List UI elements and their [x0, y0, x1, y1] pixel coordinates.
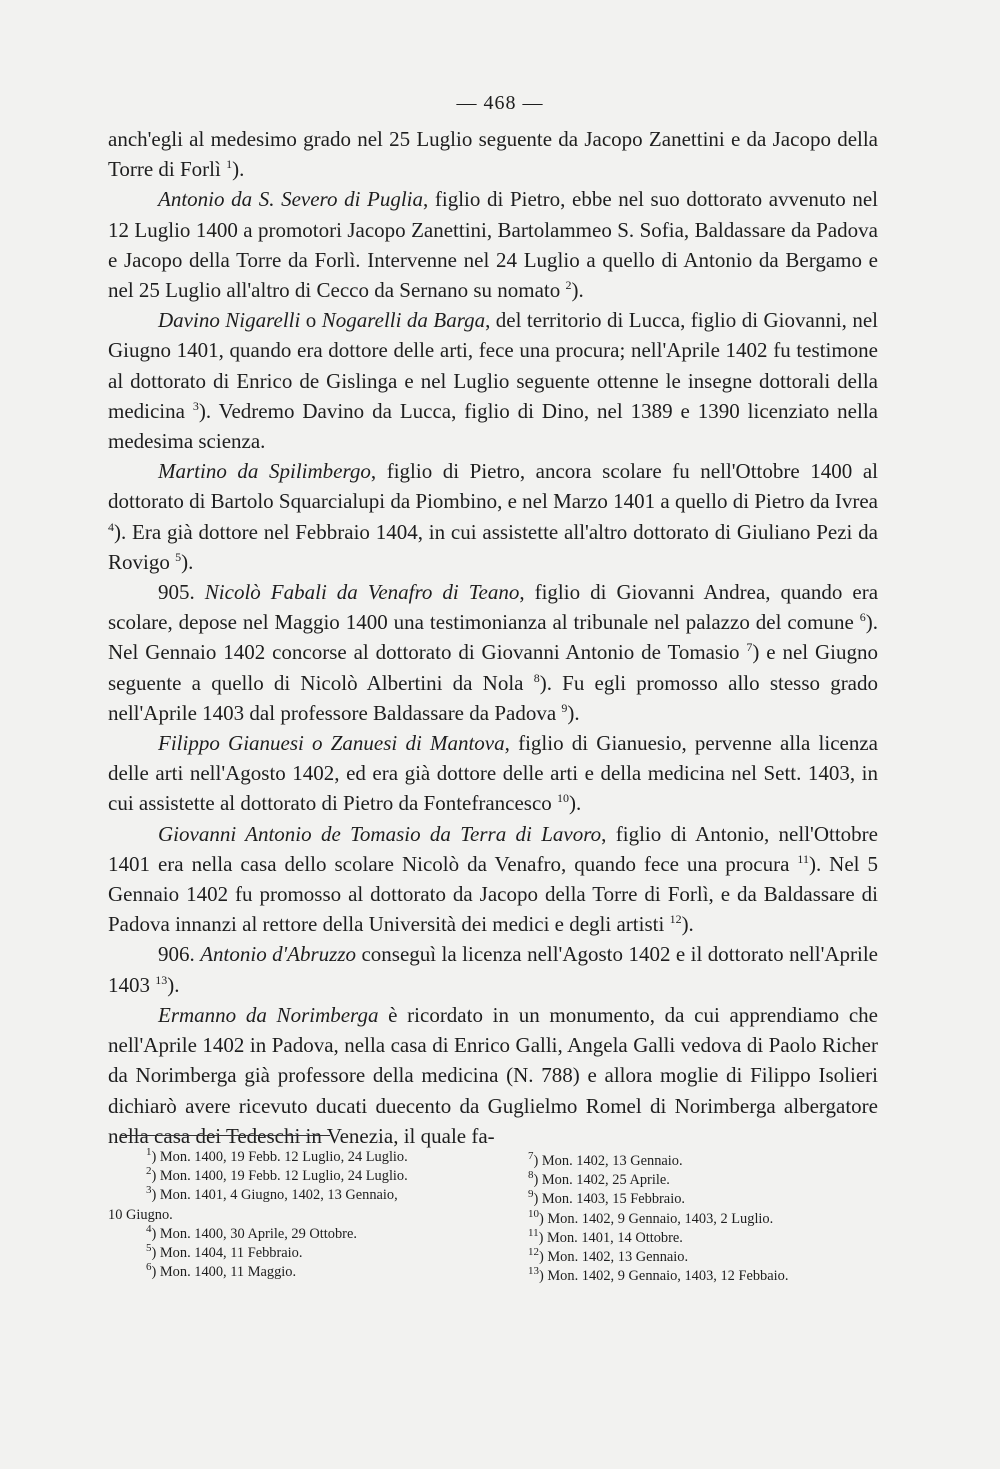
- footnote: $^3$) Mon. 1401, 4 Giugno, 1402, 13 Gennaio,: [146, 1184, 398, 1204]
- footnote-mark: 1: [146, 1146, 152, 1159]
- body-text: [108, 124, 878, 1151]
- footnote: $^{11}$) Mon. 1401, 14 Ottobre.: [528, 1227, 683, 1246]
- footnote-text: Mon. 1402, 9 Gennaio, 1403, 2 Luglio.: [547, 1210, 774, 1227]
- footnote: $^{13}$) Mon. 1402, 9 Gennaio, 1403, 12 Febbaio.: [528, 1265, 789, 1285]
- footnote-text: Mon. 1402, 9 Gennaio, 1403, 12 Febbaio.: [547, 1268, 789, 1285]
- footnote: $^6$) Mon. 1400, 11 Maggio.: [146, 1261, 297, 1281]
- footnote-mark: 4: [146, 1223, 152, 1236]
- footnotes-right: [528, 1152, 898, 1286]
- footnote-mark: 8: [528, 1169, 534, 1182]
- footnote: $^1$) Mon. 1400, 19 Febb. 12 Luglio, 24 Luglio.: [146, 1146, 408, 1165]
- footnote-text: Mon. 1400, 19 Febb. 12 Luglio, 24 Luglio.: [159, 1168, 408, 1185]
- footnote-text: Mon. 1400, 19 Febb. 12 Luglio, 24 Luglio.: [159, 1149, 408, 1165]
- paragraph: Ermanno da Norimberga è ricordato in un monumento, da cui apprendiamo che nell'Aprile 1402 in Padova, nella casa di Enrico Galli, Angela Galli vedova di Paolo Richer da Norimberga già professore della medicina (N. 788) e allora moglie di Filippo Isolieri dichiarò avere ricevuto ducati duecento da Guglielmo Romel di Norimberga albergatore nella casa dei Tedeschi in Venezia, il quale fa-: [108, 1002, 878, 1148]
- paragraph: Antonio da S. Severo di Puglia, figlio di Pietro, ebbe nel suo dottorato avvenuto nel 12 Luglio 1400 a promotori Jacopo Zanettini, Bartolammeo S. Sofia, Baldassare da Padova e Jacopo della Torre da Forlì. Intervenne nel 24 Luglio a quello di Antonio da Bergamo e nel 25 Luglio all'altro di Cecco da Sernano su nomato $^2$).: [108, 187, 878, 303]
- footnote-mark: 12: [528, 1246, 539, 1259]
- footnote: $^2$) Mon. 1400, 19 Febb. 12 Luglio, 24 Luglio.: [146, 1165, 408, 1185]
- footnote-mark: 5: [146, 1242, 152, 1255]
- footnote-mark: 7: [528, 1150, 534, 1163]
- footnote-mark: 10: [528, 1207, 539, 1220]
- footnote: $^7$) Mon. 1402, 13 Gennaio.: [528, 1150, 683, 1169]
- paragraph: Martino da Spilimbergo, figlio di Pietro, ancora scolare fu nell'Ottobre 1400 al dottorato di Bartolo Squarcialupi da Piombino, e nel Marzo 1401 a quello di Pietro da Ivrea $^4$). Era già dottore nel Febbraio 1404, in cui assistette all'altro dottorato di Giuliano Pezi da Rovigo $^5$).: [108, 459, 879, 574]
- page-number: — 468 —: [456, 92, 544, 114]
- footnote: $^{12}$) Mon. 1402, 13 Gennaio.: [528, 1246, 689, 1266]
- paragraph: 906. Antonio d'Abruzzo conseguì la licenza nell'Agosto 1402 e il dottorato nell'Aprile 1403 $^{13}$).: [108, 942, 878, 997]
- footnote-mark: 3: [146, 1184, 152, 1197]
- footnote: $^4$) Mon. 1400, 30 Aprile, 29 Ottobre.: [146, 1223, 357, 1242]
- paragraph: anch'egli al medesimo grado nel 25 Luglio seguente da Jacopo Zanettini e da Jacopo della Torre di Forlì $^1$).: [108, 127, 878, 182]
- paragraph: 905. Nicolò Fabali da Venafro di Teano, figlio di Giovanni Andrea, quando era scolare, depose nel Maggio 1400 una testimonianza al tribunale nel palazzo del comune $^6$). Nel Gennaio 1402 concorse al dottorato di Giovanni Antonio de Tomasio $^7$) e nel Giugno seguente a quello di Nicolò Albertini da Nola $^8$). Fu egli promosso allo stesso grado nell'Aprile 1403 dal professore Baldassare da Padova $^9$).: [108, 580, 879, 725]
- footnote-mark: 11: [528, 1227, 539, 1240]
- paragraph: Davino Nigarelli o Nogarelli da Barga, del territorio di Lucca, figlio di Giovanni, nel Giugno 1401, quando era dottore delle arti, fece una procura; nell'Aprile 1402 fu testimone al dottorato di Enrico de Gislinga e nel Luglio seguente ottenne le insegne dottorali della medicina $^3$). Vedremo Davino da Lucca, figlio di Dino, nel 1389 e 1390 licenziato nella medesima scienza.: [108, 308, 879, 454]
- footnote-mark: 13: [528, 1265, 539, 1278]
- paragraph: Filippo Gianuesi o Zanuesi di Mantova, figlio di Gianuesio, pervenne alla licenza delle arti nell'Agosto 1402, ed era già dottore delle arti e della medicina nel Sett. 1403, in cui assistette al dottorato di Pietro da Fontefrancesco $^{10}$).: [108, 731, 878, 816]
- footnote: $^9$) Mon. 1403, 15 Febbraio.: [528, 1188, 685, 1208]
- footnote-text: Mon. 1401, 14 Ottobre.: [546, 1229, 683, 1246]
- paragraph: Giovanni Antonio de Tomasio da Terra di Lavoro, figlio di Antonio, nell'Ottobre 1401 era nella casa dello scolare Nicolò da Venafro, quando fece una procura $^{11}$). Nel 5 Gennaio 1402 fu promosso al dottorato da Jacopo della Torre di Forlì, e da Baldassare di Padova innanzi al rettore della Università dei medici e degli artisti $^{12}$).: [108, 821, 878, 937]
- footnote: $^8$) Mon. 1402, 25 Aprile.: [528, 1169, 670, 1189]
- footnote-continuation: 10 Giugno.: [108, 1206, 173, 1223]
- footnote-text: Mon. 1401, 4 Giugno, 1402, 13 Gennaio,: [159, 1187, 398, 1204]
- footnote-mark: 9: [528, 1188, 534, 1201]
- footnotes-left: [108, 1148, 488, 1282]
- footnote-divider: [120, 1135, 330, 1136]
- footnote-mark: 6: [146, 1261, 152, 1274]
- footnote-text: Mon. 1400, 30 Aprile, 29 Ottobre.: [159, 1225, 357, 1242]
- footnote-text: Mon. 1400, 11 Maggio.: [159, 1264, 297, 1281]
- footnote-mark: 2: [146, 1165, 152, 1178]
- footnote-text: Mon. 1402, 25 Aprile.: [541, 1172, 670, 1189]
- footnote-text: Mon. 1403, 15 Febbraio.: [541, 1191, 685, 1208]
- footnote: $^5$) Mon. 1404, 11 Febbraio.: [146, 1242, 303, 1262]
- footnote-text: Mon. 1402, 13 Gennaio.: [541, 1153, 683, 1169]
- footnote-text: Mon. 1404, 11 Febbraio.: [159, 1245, 303, 1262]
- footnote-text: Mon. 1402, 13 Gennaio.: [547, 1249, 689, 1266]
- footnote: $^{10}$) Mon. 1402, 9 Gennaio, 1403, 2 Luglio.: [528, 1207, 774, 1227]
